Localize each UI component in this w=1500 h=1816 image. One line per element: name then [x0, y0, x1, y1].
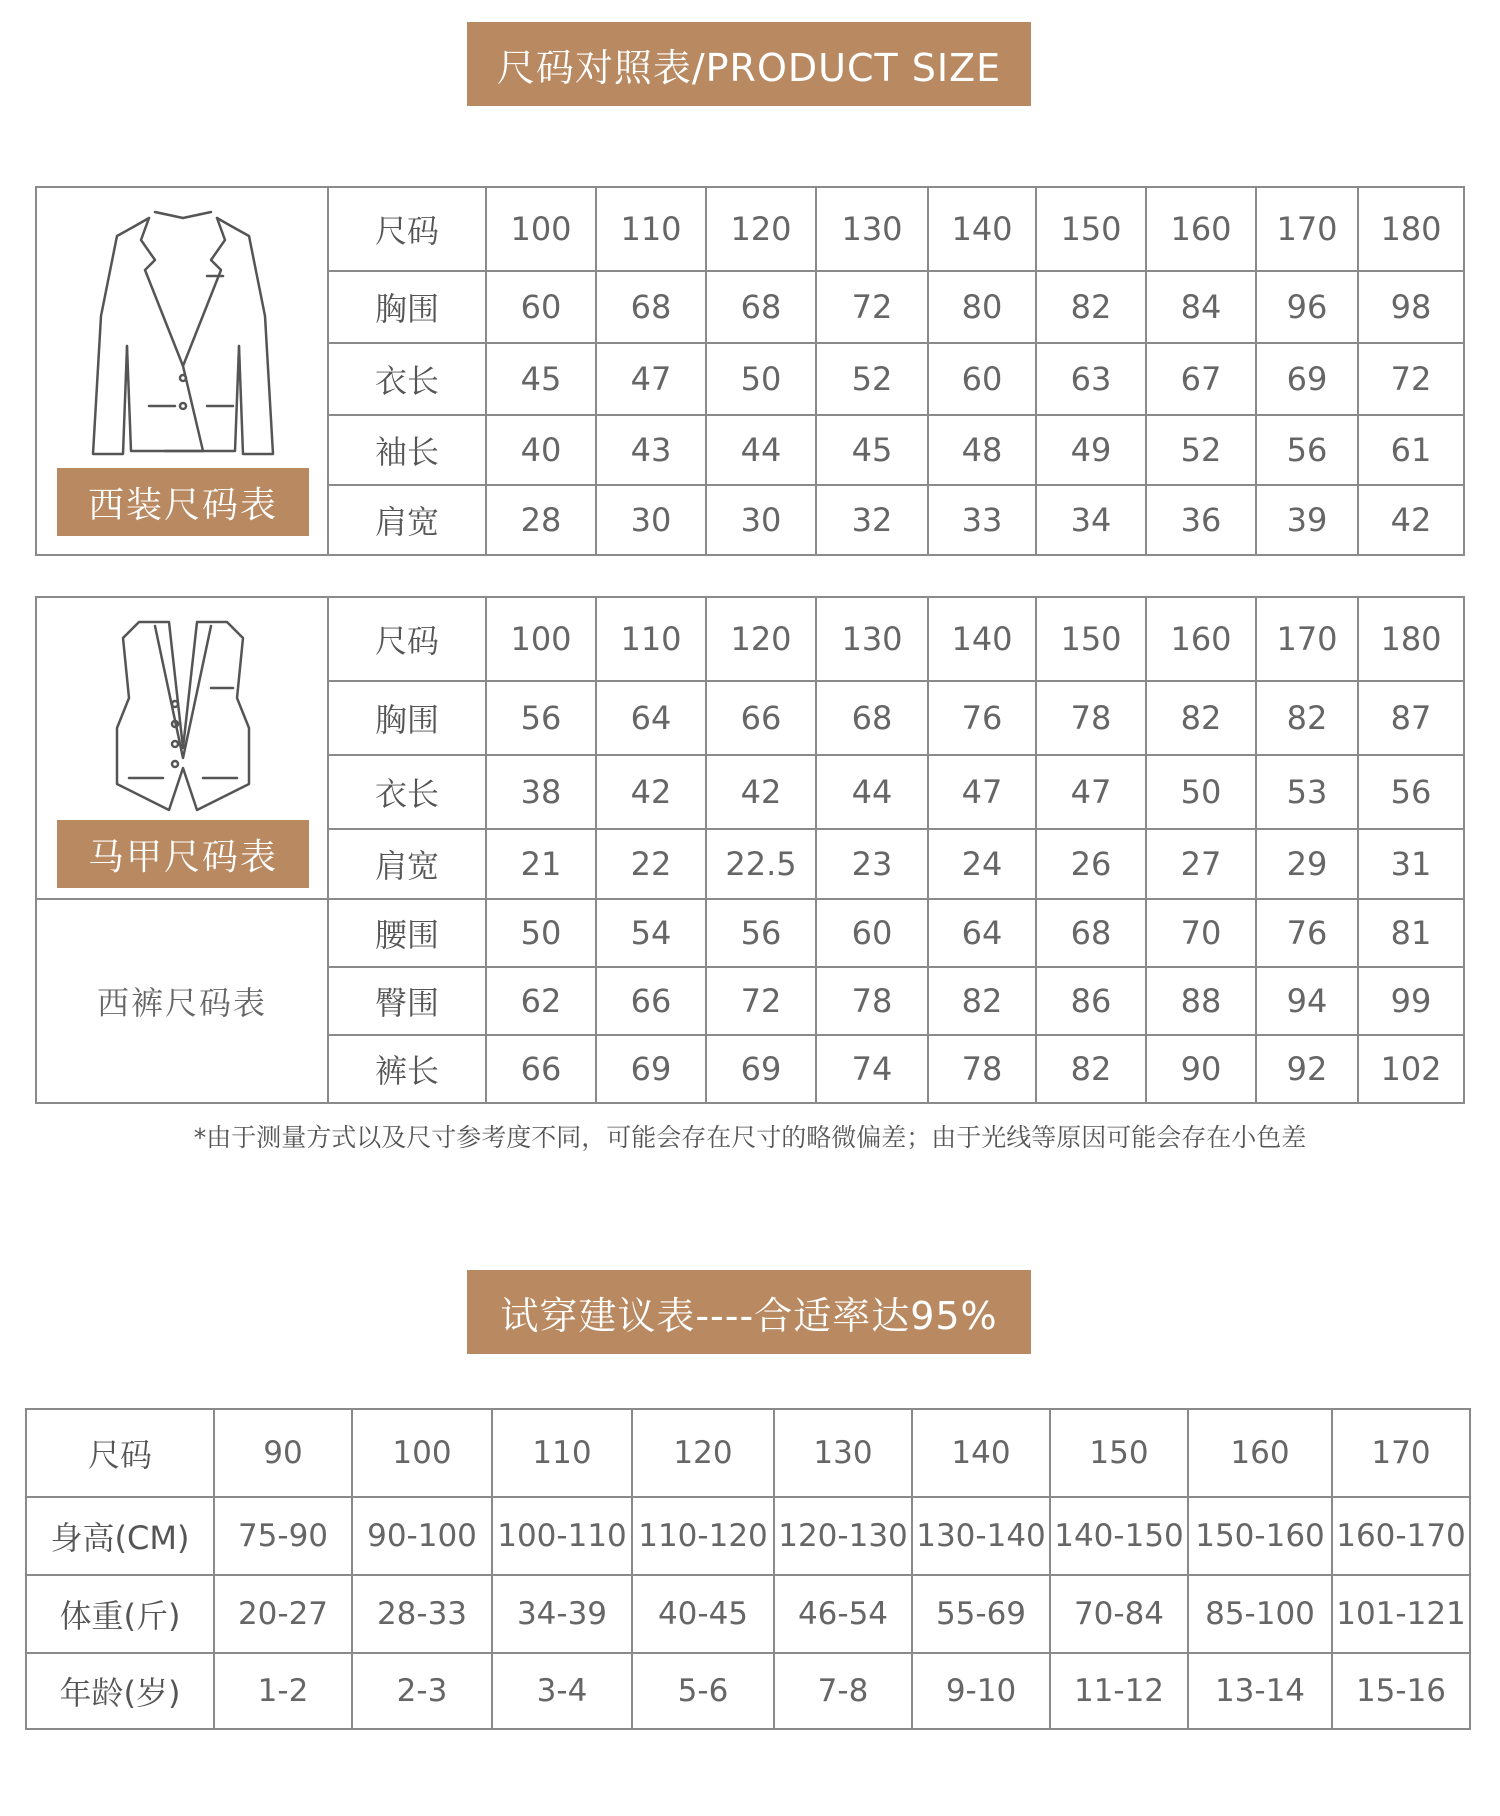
table-cell: 72 [706, 967, 816, 1035]
table-cell: 70 [1146, 899, 1256, 967]
table-cell: 66 [706, 681, 816, 755]
table-cell: 84 [1146, 271, 1256, 343]
table-cell: 26 [1036, 829, 1146, 899]
row-label: 袖长 [328, 415, 486, 485]
table-cell: 43 [596, 415, 706, 485]
suit-size-table [35, 186, 1465, 556]
size-chart-banner: 尺码对照表/PRODUCT SIZE [467, 22, 1031, 106]
table-cell: 100 [486, 187, 596, 271]
table-cell: 56 [486, 681, 596, 755]
table-cell: 81 [1358, 899, 1464, 967]
measurement-note: *由于测量方式以及尺寸参考度不同，可能会存在尺寸的略微偏差；由于光线等原因可能会存在小色差 [193, 1123, 1307, 1152]
table-cell: 85-100 [1188, 1575, 1332, 1653]
table-cell: 90 [214, 1409, 352, 1497]
table-cell: 74 [816, 1035, 928, 1103]
row-label: 体重(斤) [26, 1575, 214, 1653]
table-cell: 80 [928, 271, 1036, 343]
suit-row [36, 187, 1464, 271]
vest-row [36, 597, 1464, 681]
table-cell: 62 [486, 967, 596, 1035]
table-cell: 44 [816, 755, 928, 829]
table-cell: 69 [596, 1035, 706, 1103]
fit-row [26, 1653, 1470, 1729]
table-cell: 34-39 [492, 1575, 632, 1653]
row-label: 肩宽 [328, 829, 486, 899]
table-cell: 140 [928, 597, 1036, 681]
table-cell: 110 [596, 597, 706, 681]
vest-pants-size-table [35, 596, 1465, 1104]
table-cell: 69 [706, 1035, 816, 1103]
table-cell: 160-170 [1332, 1497, 1470, 1575]
table-cell: 39 [1256, 485, 1358, 555]
table-cell: 48 [928, 415, 1036, 485]
table-cell: 28 [486, 485, 596, 555]
suit-illustration-cell [36, 187, 328, 555]
table-cell: 60 [928, 343, 1036, 415]
table-cell: 76 [928, 681, 1036, 755]
table-cell: 2-3 [352, 1653, 492, 1729]
table-cell: 110 [492, 1409, 632, 1497]
table-cell: 170 [1332, 1409, 1470, 1497]
table-cell: 130 [816, 597, 928, 681]
table-cell: 42 [706, 755, 816, 829]
table-cell: 94 [1256, 967, 1358, 1035]
table-cell: 150 [1036, 597, 1146, 681]
table-cell: 68 [596, 271, 706, 343]
table-cell: 47 [596, 343, 706, 415]
fit-row [26, 1409, 1470, 1497]
table-cell: 31 [1358, 829, 1464, 899]
table-cell: 120-130 [774, 1497, 912, 1575]
table-cell: 87 [1358, 681, 1464, 755]
table-cell: 180 [1358, 597, 1464, 681]
table-cell: 36 [1146, 485, 1256, 555]
table-cell: 72 [1358, 343, 1464, 415]
row-label: 肩宽 [328, 485, 486, 555]
table-cell: 24 [928, 829, 1036, 899]
fit-row [26, 1575, 1470, 1653]
table-cell: 23 [816, 829, 928, 899]
table-cell: 50 [486, 899, 596, 967]
table-cell: 28-33 [352, 1575, 492, 1653]
table-cell: 9-10 [912, 1653, 1050, 1729]
table-cell: 92 [1256, 1035, 1358, 1103]
table-cell: 30 [706, 485, 816, 555]
table-cell: 100 [352, 1409, 492, 1497]
table-cell: 40-45 [632, 1575, 774, 1653]
table-cell: 30 [596, 485, 706, 555]
fit-guide-table [25, 1408, 1471, 1730]
table-cell: 75-90 [214, 1497, 352, 1575]
table-cell: 27 [1146, 829, 1256, 899]
row-label: 尺码 [26, 1409, 214, 1497]
table-cell: 120 [632, 1409, 774, 1497]
row-label: 腰围 [328, 899, 486, 967]
table-cell: 98 [1358, 271, 1464, 343]
table-cell: 47 [1036, 755, 1146, 829]
suit-jacket-icon [57, 196, 309, 464]
pants-row [36, 899, 1464, 967]
row-label: 尺码 [328, 187, 486, 271]
table-cell: 64 [596, 681, 706, 755]
table-cell: 53 [1256, 755, 1358, 829]
table-cell: 88 [1146, 967, 1256, 1035]
table-cell: 22 [596, 829, 706, 899]
row-label: 裤长 [328, 1035, 486, 1103]
table-cell: 50 [1146, 755, 1256, 829]
table-cell: 56 [706, 899, 816, 967]
table-cell: 38 [486, 755, 596, 829]
table-cell: 78 [1036, 681, 1146, 755]
table-cell: 66 [486, 1035, 596, 1103]
table-cell: 64 [928, 899, 1036, 967]
table-cell: 180 [1358, 187, 1464, 271]
table-cell: 99 [1358, 967, 1464, 1035]
row-label: 身高(CM) [26, 1497, 214, 1575]
table-cell: 67 [1146, 343, 1256, 415]
table-cell: 170 [1256, 597, 1358, 681]
table-cell: 61 [1358, 415, 1464, 485]
fit-row [26, 1497, 1470, 1575]
table-cell: 52 [1146, 415, 1256, 485]
suit-size-tag: 西装尺码表 [57, 468, 309, 536]
table-cell: 34 [1036, 485, 1146, 555]
table-cell: 50 [706, 343, 816, 415]
table-cell: 82 [1036, 1035, 1146, 1103]
table-cell: 82 [1256, 681, 1358, 755]
table-cell: 70-84 [1050, 1575, 1188, 1653]
table-cell: 160 [1188, 1409, 1332, 1497]
table-cell: 110 [596, 187, 706, 271]
table-cell: 170 [1256, 187, 1358, 271]
row-label: 年龄(岁) [26, 1653, 214, 1729]
table-cell: 130 [774, 1409, 912, 1497]
pants-size-title: 西裤尺码表 [36, 899, 328, 1103]
table-cell: 55-69 [912, 1575, 1050, 1653]
table-cell: 140 [912, 1409, 1050, 1497]
table-cell: 40 [486, 415, 596, 485]
table-cell: 72 [816, 271, 928, 343]
table-cell: 110-120 [632, 1497, 774, 1575]
table-cell: 15-16 [1332, 1653, 1470, 1729]
table-cell: 68 [816, 681, 928, 755]
table-cell: 5-6 [632, 1653, 774, 1729]
table-cell: 140 [928, 187, 1036, 271]
table-cell: 102 [1358, 1035, 1464, 1103]
table-cell: 150 [1036, 187, 1146, 271]
table-cell: 7-8 [774, 1653, 912, 1729]
vest-illustration-cell [36, 597, 328, 899]
table-cell: 150 [1050, 1409, 1188, 1497]
table-cell: 63 [1036, 343, 1146, 415]
table-cell: 86 [1036, 967, 1146, 1035]
row-label: 衣长 [328, 343, 486, 415]
table-cell: 54 [596, 899, 706, 967]
row-label: 胸围 [328, 271, 486, 343]
table-cell: 66 [596, 967, 706, 1035]
table-cell: 68 [1036, 899, 1146, 967]
table-cell: 42 [1358, 485, 1464, 555]
table-cell: 100 [486, 597, 596, 681]
table-cell: 100-110 [492, 1497, 632, 1575]
table-cell: 1-2 [214, 1653, 352, 1729]
table-cell: 130-140 [912, 1497, 1050, 1575]
table-cell: 120 [706, 597, 816, 681]
table-cell: 150-160 [1188, 1497, 1332, 1575]
table-cell: 82 [1036, 271, 1146, 343]
table-cell: 45 [816, 415, 928, 485]
table-cell: 11-12 [1050, 1653, 1188, 1729]
vest-icon [57, 608, 309, 821]
table-cell: 52 [816, 343, 928, 415]
table-cell: 13-14 [1188, 1653, 1332, 1729]
fit-guide-banner: 试穿建议表----合适率达95% [467, 1270, 1031, 1354]
table-cell: 160 [1146, 597, 1256, 681]
row-label: 臀围 [328, 967, 486, 1035]
vest-size-tag: 马甲尺码表 [57, 820, 309, 888]
table-cell: 44 [706, 415, 816, 485]
table-cell: 33 [928, 485, 1036, 555]
table-cell: 90 [1146, 1035, 1256, 1103]
table-cell: 22.5 [706, 829, 816, 899]
table-cell: 29 [1256, 829, 1358, 899]
table-cell: 56 [1256, 415, 1358, 485]
table-cell: 69 [1256, 343, 1358, 415]
table-cell: 130 [816, 187, 928, 271]
row-label: 衣长 [328, 755, 486, 829]
table-cell: 60 [486, 271, 596, 343]
table-cell: 140-150 [1050, 1497, 1188, 1575]
table-cell: 32 [816, 485, 928, 555]
table-cell: 21 [486, 829, 596, 899]
table-cell: 47 [928, 755, 1036, 829]
table-cell: 45 [486, 343, 596, 415]
table-cell: 60 [816, 899, 928, 967]
table-cell: 46-54 [774, 1575, 912, 1653]
table-cell: 78 [928, 1035, 1036, 1103]
table-cell: 78 [816, 967, 928, 1035]
table-cell: 82 [1146, 681, 1256, 755]
table-cell: 101-121 [1332, 1575, 1470, 1653]
table-cell: 49 [1036, 415, 1146, 485]
table-cell: 76 [1256, 899, 1358, 967]
table-cell: 96 [1256, 271, 1358, 343]
table-cell: 160 [1146, 187, 1256, 271]
row-label: 胸围 [328, 681, 486, 755]
table-cell: 82 [928, 967, 1036, 1035]
table-cell: 56 [1358, 755, 1464, 829]
table-cell: 3-4 [492, 1653, 632, 1729]
table-cell: 68 [706, 271, 816, 343]
table-cell: 90-100 [352, 1497, 492, 1575]
row-label: 尺码 [328, 597, 486, 681]
table-cell: 120 [706, 187, 816, 271]
table-cell: 20-27 [214, 1575, 352, 1653]
table-cell: 42 [596, 755, 706, 829]
